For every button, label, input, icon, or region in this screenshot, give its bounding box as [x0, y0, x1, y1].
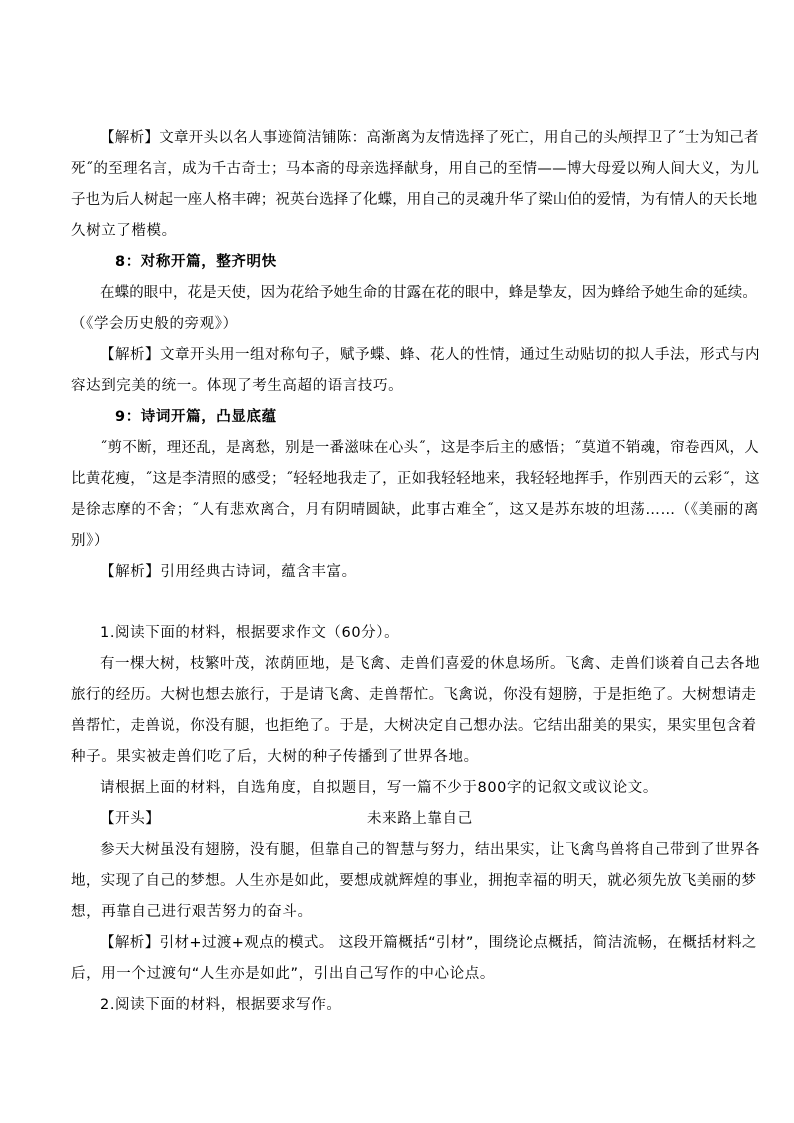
- example-paragraph-line: 在蝶的眼中，花是天使，因为花给予她生命的甘露在花的眼中，蜂是挚友，因为蜂给予她生命的延续。: [100, 285, 757, 301]
- example-paragraph-line: ˝剪不断，理还乱，是离愁，别是一番滋味在心头˝，这是李后主的感悟；˝莫道不销魂，帘卷西风，人: [100, 440, 760, 456]
- example-paragraph-line: 是徐志摩的不舍；˝人有悲欢离合，月有阴晴圆缺，此事古难全˝，这又是苏东坡的坦荡……（《美丽的离: [71, 502, 759, 518]
- material-paragraph-line: 旅行的经历。大树也想去旅行，于是请飞禽、走兽帮忙。飞禽说，你没有翅膀，于是拒绝了。大树想请走: [71, 687, 757, 703]
- essay-title: 未来路上靠自己: [367, 811, 473, 827]
- essay-paragraph-line: 参天大树虽没有翅膀，没有腿，但靠自己的智慧与努力，结出果实，让飞禽鸟兽将自己带到了世界各: [100, 842, 760, 858]
- analysis-paragraph-line: 子也为后人树起一座人格丰碑；祝英台选择了化蝶，用自己的灵魂升华了梁山伯的爱情，为有情人的天长地: [71, 192, 758, 208]
- analysis-paragraph-line: 死˝的至理名言，成为千古奇士；马本斋的母亲选择献身，用自己的至情——博大母爱以殉人间大义，为儿: [71, 161, 760, 177]
- example-paragraph-line: 比黄花瘦，˝这是李清照的感受；˝轻轻地我走了，正如我轻轻地来，我轻轻地挥手，作别西天的云彩˝，这: [71, 471, 760, 487]
- material-paragraph-line: 种子。果实被走兽们吃了后，大树的种子传播到了世界各地。: [71, 749, 479, 765]
- analysis-paragraph-line: 【解析】文章开头以名人事迹简洁铺陈：高渐离为友情选择了死亡，用自己的头颅捍卫了˝士为知己者: [100, 130, 759, 146]
- question-title: 2.阅读下面的材料，根据要求写作。: [100, 997, 342, 1013]
- analysis-paragraph-line: 后，用一个过渡句“人生亦是如此”，引出自己写作的中心论点。: [71, 966, 495, 982]
- essay-paragraph-line: 想，再靠自己进行艰苦努力的奋斗。: [71, 904, 313, 920]
- essay-paragraph-line: 地，实现了自己的梦想。人生亦是如此，要想成就辉煌的事业，拥抱幸福的明天，就必须先放飞美丽的梦: [71, 873, 757, 889]
- material-paragraph-line: 兽帮忙，走兽说，你没有腿，也拒绝了。于是，大树决定自己想办法。它结出甜美的果实，果实里包含着: [71, 718, 757, 734]
- example-source: 别》）: [71, 533, 110, 549]
- analysis-paragraph-line: 久树立了楷模。: [71, 223, 177, 239]
- analysis-paragraph-line: 【解析】引材+过渡+观点的模式。 这段开篇概括“引材”，围绕论点概括，简洁流畅，在概括材料之: [100, 935, 757, 951]
- example-source: （《学会历史般的旁观》）: [71, 316, 238, 332]
- section-heading: 9：诗词开篇，凸显底蕴: [115, 409, 277, 425]
- material-paragraph-line: 有一棵大树，枝繁叶茂，浓荫匝地，是飞禽、走兽们喜爱的休息场所。飞禽、走兽们谈着自己去各地: [100, 656, 760, 672]
- opening-label: 【开头】: [100, 811, 161, 827]
- analysis-paragraph-line: 【解析】文章开头用一组对称句子，赋予蝶、蜂、花人的性情，通过生动贴切的拟人手法，形式与内: [100, 347, 760, 363]
- section-heading: 8：对称开篇，整齐明快: [115, 254, 277, 270]
- question-title: 1.阅读下面的材料，根据要求作文（60分）。: [100, 625, 400, 641]
- analysis-paragraph-line: 【解析】引用经典古诗词，蕴含丰富。: [100, 564, 357, 580]
- task-instruction: 请根据上面的材料，自选角度，自拟题目，写一篇不少于800字的记叙文或议论文。: [100, 780, 658, 796]
- analysis-paragraph-line: 容达到完美的统一。体现了考生高超的语言技巧。: [71, 378, 404, 394]
